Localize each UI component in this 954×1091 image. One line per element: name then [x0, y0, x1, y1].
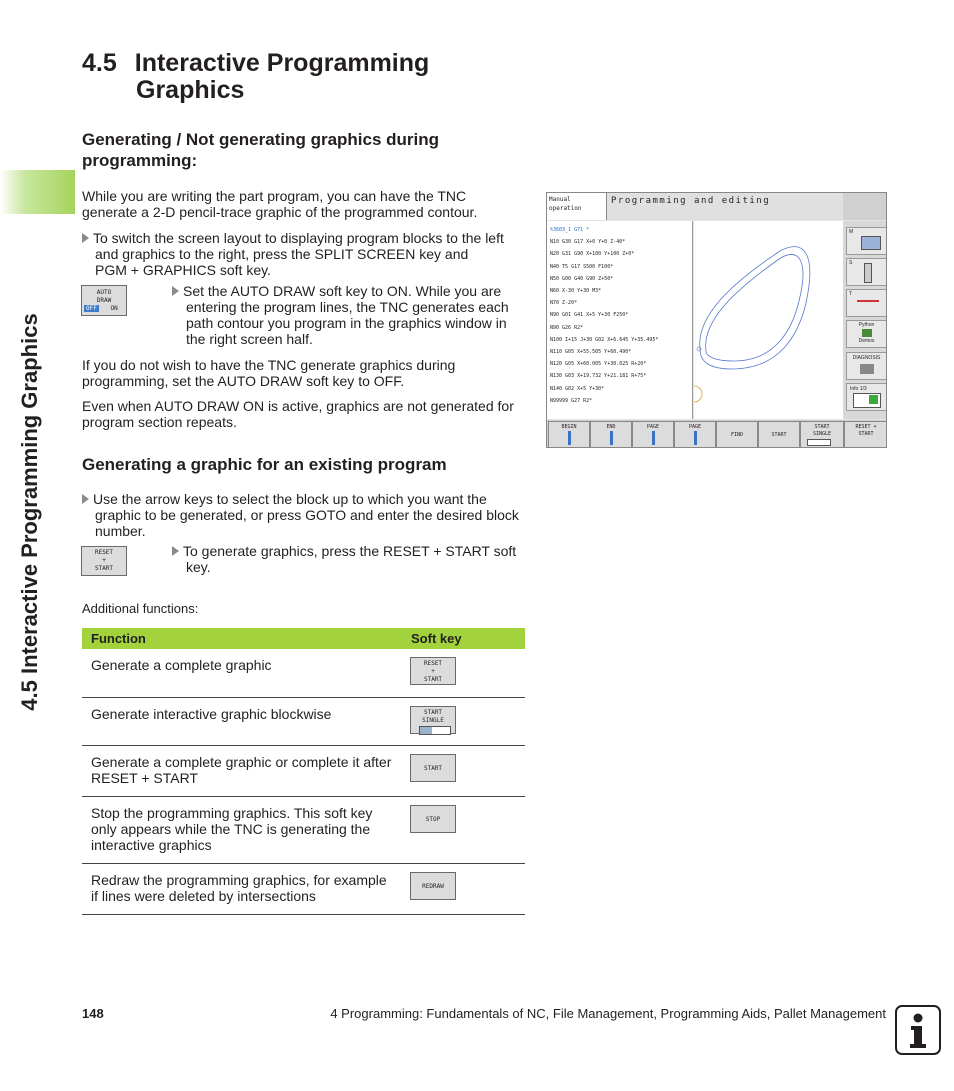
tnc-screen-image — [546, 192, 887, 448]
program-line[interactable]: N40 T5 G17 S500 F100* — [550, 263, 614, 270]
m-button[interactable]: M — [846, 227, 887, 255]
table-row — [82, 863, 525, 914]
step-arrow-keys: Use the arrow keys to select the block up to which you want the graphic to be generated, or press GOTO and enter the desired block number. — [82, 491, 527, 539]
single-block-icon — [419, 726, 451, 735]
python-demos-button[interactable]: Python Demos — [846, 320, 887, 348]
table-row — [82, 745, 525, 796]
green-info-icon — [869, 395, 878, 404]
softkey-find[interactable]: FIND — [716, 421, 758, 448]
page-down-icon — [694, 431, 697, 445]
program-line[interactable]: N120 G05 X+60.005 Y+30.025 R+20* — [550, 361, 647, 368]
arrow-down-icon — [610, 431, 613, 445]
program-line[interactable]: N100 I+15 J+30 G02 X+6.645 Y+35.495* — [550, 336, 659, 343]
page-number: 148 — [82, 1006, 104, 1021]
start-single-softkey[interactable]: START SINGLE — [410, 706, 456, 734]
page-title: 4.5 Interactive Programming Graphics — [82, 49, 430, 104]
page-up-icon — [652, 431, 655, 445]
program-line[interactable]: N70 Z-20* — [550, 300, 578, 307]
redraw-softkey[interactable]: REDRAW — [410, 872, 456, 900]
arrow-icon — [172, 546, 179, 556]
program-listing — [547, 221, 693, 419]
additional-functions-label: Additional functions: — [82, 601, 199, 616]
chapter-footer: 4 Programming: Fundamentals of NC, File Management, Programming Aids, Pallet Management — [330, 1006, 886, 1021]
reset-start-softkey[interactable]: RESET + START — [81, 546, 127, 576]
tool-icon — [864, 263, 872, 283]
softkey-reset-start[interactable]: RESET + START — [844, 421, 887, 448]
program-line[interactable]: N90 G01 G41 X+5 Y+30 F250* — [550, 312, 629, 319]
program-line[interactable]: N90 G26 R2* — [550, 324, 584, 331]
s-button[interactable]: S — [846, 258, 887, 286]
python-icon — [862, 329, 872, 337]
softkey-end[interactable]: END — [590, 421, 632, 448]
softkey-begin[interactable]: BEGIN — [548, 421, 590, 448]
tool-change-icon — [857, 300, 879, 302]
function-cell: Generate a complete graphic or complete it after RESET + START — [82, 745, 401, 796]
softkey-start[interactable]: START — [758, 421, 800, 448]
column-header-function: Function — [82, 628, 401, 649]
spindle-icon — [861, 236, 881, 250]
program-line[interactable]: N60 X-30 Y+30 M3* — [550, 288, 602, 295]
screen-mode-label: Manual operation — [547, 193, 607, 220]
para-section-repeats: Even when AUTO DRAW ON is active, graphics are not generated for program section repeats. — [82, 398, 514, 430]
graphics-window — [694, 221, 843, 419]
start-softkey[interactable]: START — [410, 754, 456, 782]
program-line[interactable]: N50 G00 G40 G90 Z+50* — [550, 275, 614, 282]
program-line[interactable]: N130 G03 X+19.732 Y+21.181 R+75* — [550, 373, 647, 380]
right-panel — [843, 221, 887, 419]
arrow-icon — [172, 286, 179, 296]
intro-paragraph: While you are writing the part program, you can have the TNC generate a 2-D pencil-trace graphic of the programmed contour. — [82, 188, 478, 220]
screen-title: Programming and editing — [607, 193, 843, 220]
table-row — [82, 697, 525, 745]
column-header-softkey: Soft key — [401, 628, 525, 649]
off-indicator: OFF — [86, 305, 97, 312]
step-split-screen: To switch the screen layout to displaying program blocks to the left and graphics to the right, press the SPLIT SCREEN key and PGM + GRAPHICS soft key. — [82, 230, 527, 278]
softkey-page-up[interactable]: PAGE — [632, 421, 674, 448]
auto-draw-softkey[interactable]: AUTO DRAW OFF ON — [81, 285, 127, 316]
table-row — [82, 796, 525, 863]
stop-softkey[interactable]: STOP — [410, 805, 456, 833]
screen-header-right — [843, 193, 887, 220]
section-title-generating: Generating / Not generating graphics during programming: — [82, 130, 440, 170]
program-line[interactable]: N110 G05 X+55.505 Y+60.490* — [550, 349, 632, 356]
reset-start-softkey[interactable]: RESET + START — [410, 657, 456, 685]
section-title-existing-program: Generating a graphic for an existing program — [82, 455, 447, 474]
program-line[interactable]: N140 G02 X+5 Y+30* — [550, 385, 605, 392]
program-line[interactable]: %3603_1 G71 * — [550, 227, 590, 233]
function-cell: Generate a complete graphic — [82, 649, 401, 697]
table-header-row — [82, 628, 525, 649]
step-auto-draw-on: Set the AUTO DRAW soft key to ON. While you are entering the program lines, the TNC generates each path contour you program in the graphics window in the right screen half. — [172, 283, 527, 347]
t-button[interactable]: T — [846, 289, 887, 317]
arrow-icon — [82, 233, 89, 243]
single-block-icon — [807, 439, 831, 446]
para-auto-draw-off: If you do not wish to have the TNC generate graphics during programming, set the AUTO DRAW soft key to OFF. — [82, 357, 456, 389]
on-indicator: ON — [110, 305, 118, 312]
function-cell: Generate interactive graphic blockwise — [82, 697, 401, 745]
arrow-up-icon — [568, 431, 571, 445]
function-table — [82, 628, 525, 915]
diagnosis-icon — [860, 364, 874, 374]
info-icon — [895, 1005, 941, 1055]
diagnosis-button[interactable]: DIAGNOSIS — [846, 352, 887, 380]
function-cell: Stop the programming graphics. This soft key only appears while the TNC is generating the interactive graphics — [82, 796, 401, 863]
arrow-icon — [82, 494, 89, 504]
program-line[interactable]: N20 G31 G90 X+100 Y+100 Z+0* — [550, 251, 635, 258]
contour-graphic — [694, 221, 843, 419]
screen-softkey-bar — [547, 420, 887, 448]
info-button[interactable]: Info 1/3 — [846, 383, 887, 411]
softkey-start-single[interactable]: START SINGLE — [800, 421, 844, 448]
step-reset-start: To generate graphics, press the RESET + START soft key. — [172, 543, 527, 575]
softkey-page-down[interactable]: PAGE — [674, 421, 716, 448]
program-line[interactable]: N10 G30 G17 X+0 Y+0 Z-40* — [550, 239, 626, 246]
function-cell: Redraw the programming graphics, for example if lines were deleted by intersections — [82, 863, 401, 914]
table-row — [82, 649, 525, 697]
program-line[interactable]: N99999 G27 R2* — [550, 397, 593, 404]
